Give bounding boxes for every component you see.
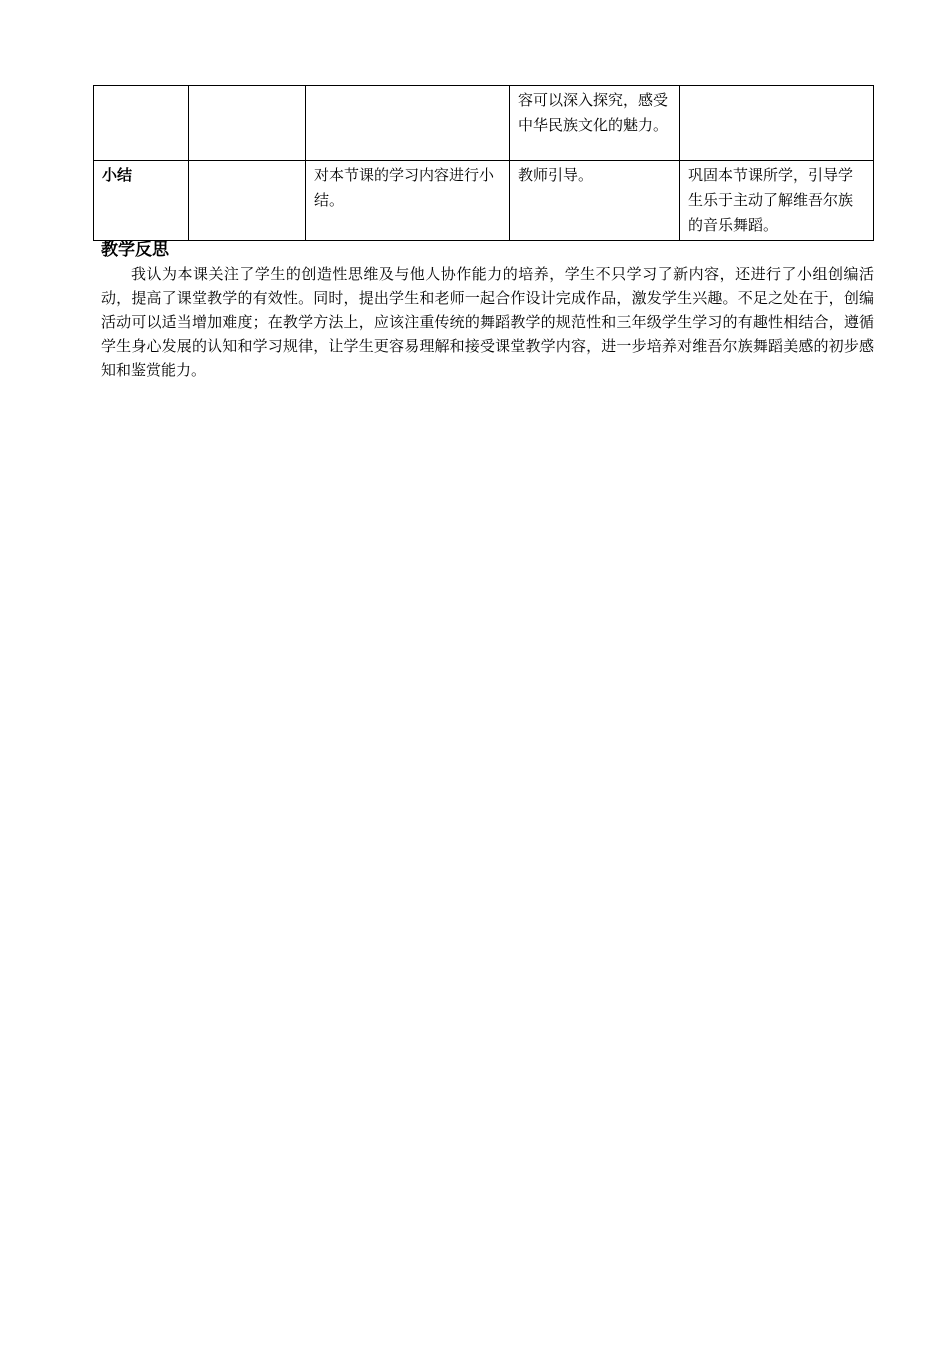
reflection-body: 我认为本课关注了学生的创造性思维及与他人协作能力的培养，学生不只学习了新内容，还进行了小组创编活动，提高了课堂教学的有效性。同时，提出学生和老师一起合作设计完成作品，激发学生兴趣。不足之处在于，创编活动可以适当增加难度；在教学方法上，应该注重传统的舞蹈教学的规范性和三年级学生学习的有趣性相结合，遵循学生身心发展的认知和学习规律，让学生更容易理解和接受课堂教学内容，进一步培养对维吾尔族舞蹈美感的初步感知和鉴赏能力。 xyxy=(101,265,874,379)
table-cell xyxy=(189,86,306,161)
table-cell xyxy=(94,86,189,161)
table-row xyxy=(94,86,874,161)
summary-content-cell: 对本节课的学习内容进行小结。 xyxy=(306,161,510,241)
table-cell xyxy=(189,161,306,241)
lesson-plan-table xyxy=(93,85,874,241)
stage-label-summary: 小结 xyxy=(94,161,189,241)
reflection-title: 教学反思 xyxy=(101,240,169,260)
table-cell: 容可以深入探究，感受中华民族文化的魅力。 xyxy=(510,86,680,161)
teacher-activity-cell: 教师引导。 xyxy=(510,161,680,241)
table-cell xyxy=(680,86,874,161)
table-row xyxy=(94,161,874,241)
design-intent-cell: 巩固本节课所学，引导学生乐于主动了解维吾尔族的音乐舞蹈。 xyxy=(680,161,874,241)
table-cell xyxy=(306,86,510,161)
